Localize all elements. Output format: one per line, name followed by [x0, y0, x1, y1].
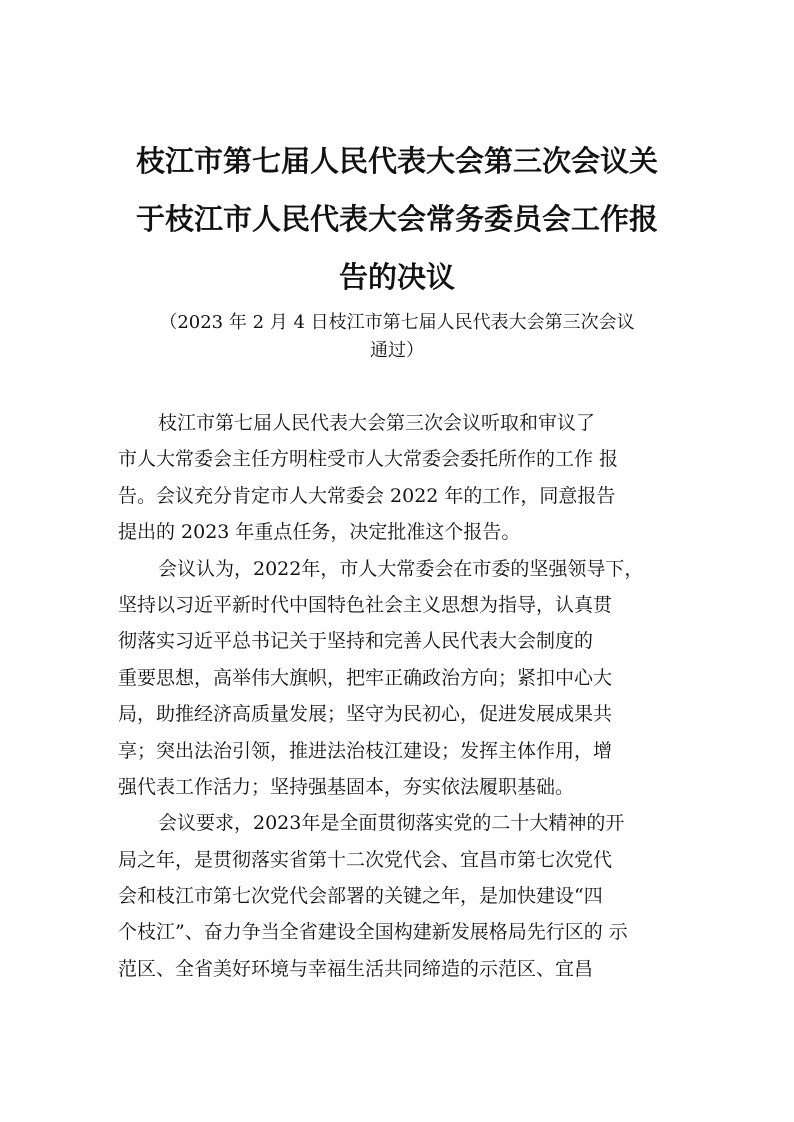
- subtitle-line: （2023 年 2 月 4 日枝江市第七届人民代表大会第三次会议: [159, 312, 635, 333]
- text-line: 个枝江”、奋力争当全省建设全国构建新发展格局先行区的 示: [118, 921, 628, 944]
- document-subtitle: [100, 309, 694, 365]
- text-line: 强代表工作活力；坚持强基固本，夯实依法履职基础。: [118, 775, 575, 798]
- paragraph: [118, 405, 676, 551]
- title-line: 枝江市第七届人民代表大会第三次会议关: [135, 144, 658, 178]
- text-line: 范区、全省美好环境与幸福生活共同缔造的示范区、宜昌: [118, 957, 594, 980]
- text-line: 彻落实习近平总书记关于坚持和完善人民代表大会制度的: [118, 630, 594, 653]
- title-line: 告的决议: [338, 260, 455, 294]
- text-line: 局，助推经济高质量发展；坚守为民初心，促进发展成果共: [118, 703, 613, 726]
- document-title: [120, 132, 674, 306]
- title-line: 于枝江市人民代表大会常务委员会工作报: [135, 202, 658, 236]
- paragraph: [118, 551, 676, 806]
- document-body: [118, 405, 676, 987]
- text-line: 坚持以习近平新时代中国特色社会主义思想为指导，认真贯: [118, 593, 613, 616]
- text-line: 会和枝江市第七次党代会部署的关键之年，是加快建设“四: [118, 885, 603, 908]
- text-line: 会议要求，2023年是全面贯彻落实党的二十大精神的开: [158, 812, 625, 835]
- text-line: 告。会议充分肯定市人大常委会 2022 年的工作，同意报告: [118, 484, 616, 507]
- text-line: 重要思想，高举伟大旗帜，把牢正确政治方向；紧扣中心大: [118, 666, 613, 689]
- text-line: 市人大常委会主任方明柱受市人大常委会委托所作的工作 报: [118, 448, 619, 471]
- paragraph: [118, 805, 676, 987]
- subtitle-line: 通过）: [370, 340, 424, 361]
- text-line: 享；突出法治引领，推进法治枝江建设；发挥主体作用，增: [118, 739, 613, 762]
- text-line: 会议认为，2022年，市人大常委会在市委的坚强领导下，: [158, 557, 644, 580]
- text-line: 局之年，是贯彻落实省第十二次党代会、宜昌市第七次党代: [118, 848, 613, 871]
- text-line: 提出的 2023 年重点任务，决定批准这个报告。: [118, 521, 521, 544]
- text-line: 枝江市第七届人民代表大会第三次会议听取和审议了: [158, 412, 596, 434]
